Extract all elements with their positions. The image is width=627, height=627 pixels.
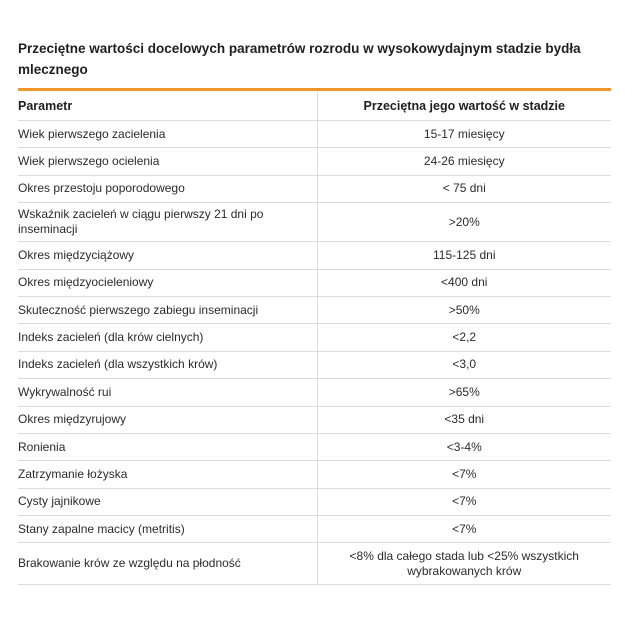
table-row xyxy=(18,379,611,406)
parameter-cell: Okres przestoju poporodowego xyxy=(18,175,317,202)
table-row xyxy=(18,543,611,585)
table-row xyxy=(18,461,611,488)
parameter-cell: Wiek pierwszego ocielenia xyxy=(18,148,317,175)
table-row xyxy=(18,203,611,242)
header-value: Przeciętna jego wartość w stadzie xyxy=(317,91,611,121)
parameter-cell: Stany zapalne macicy (metritis) xyxy=(18,516,317,543)
value-cell: <7% xyxy=(317,461,611,488)
parameter-cell: Okres międzyrujowy xyxy=(18,406,317,433)
value-cell: <3,0 xyxy=(317,351,611,378)
value-cell: >50% xyxy=(317,296,611,323)
value-cell: <7% xyxy=(317,516,611,543)
table-row xyxy=(18,406,611,433)
table-row xyxy=(18,148,611,175)
value-cell: >65% xyxy=(317,379,611,406)
value-cell: <2,2 xyxy=(317,324,611,351)
value-cell: <8% dla całego stada lub <25% wszystkich wybrakowanych krów xyxy=(317,543,611,585)
table-row xyxy=(18,175,611,202)
value-cell: <7% xyxy=(317,488,611,515)
value-cell: <3-4% xyxy=(317,433,611,460)
parameter-cell: Brakowanie krów ze względu na płodność xyxy=(18,543,317,585)
table-row xyxy=(18,269,611,296)
value-cell: <35 dni xyxy=(317,406,611,433)
parameter-cell: Wiek pierwszego zacielenia xyxy=(18,121,317,148)
table-row xyxy=(18,121,611,148)
parameter-cell: Wykrywalność rui xyxy=(18,379,317,406)
value-cell: < 75 dni xyxy=(317,175,611,202)
header-parameter: Parametr xyxy=(18,91,317,121)
table-title: Przeciętne wartości docelowych parametrów rozrodu w wysokowydajnym stadzie bydła mlecznego xyxy=(18,41,581,77)
parameter-cell: Indeks zacieleń (dla wszystkich krów) xyxy=(18,351,317,378)
parameter-cell: Zatrzymanie łożyska xyxy=(18,461,317,488)
table-row xyxy=(18,296,611,323)
parameter-cell: Indeks zacieleń (dla krów cielnych) xyxy=(18,324,317,351)
parameter-cell: Cysty jajnikowe xyxy=(18,488,317,515)
value-cell: 115-125 dni xyxy=(317,242,611,269)
parameters-table xyxy=(18,91,611,585)
table-row xyxy=(18,433,611,460)
table-header-row xyxy=(18,91,611,121)
table-row xyxy=(18,351,611,378)
value-cell: 24-26 miesięcy xyxy=(317,148,611,175)
parameter-cell: Okres międzyciążowy xyxy=(18,242,317,269)
table-row xyxy=(18,324,611,351)
parameter-cell: Wskaźnik zacieleń w ciągu pierwszy 21 dni po inseminacji xyxy=(18,203,317,242)
value-cell: 15-17 miesięcy xyxy=(317,121,611,148)
parameter-cell: Skuteczność pierwszego zabiegu inseminacji xyxy=(18,296,317,323)
table-row xyxy=(18,242,611,269)
parameter-cell: Okres międzyocieleniowy xyxy=(18,269,317,296)
table-row xyxy=(18,488,611,515)
table-row xyxy=(18,516,611,543)
parameter-cell: Ronienia xyxy=(18,433,317,460)
value-cell: <400 dni xyxy=(317,269,611,296)
value-cell: >20% xyxy=(317,203,611,242)
